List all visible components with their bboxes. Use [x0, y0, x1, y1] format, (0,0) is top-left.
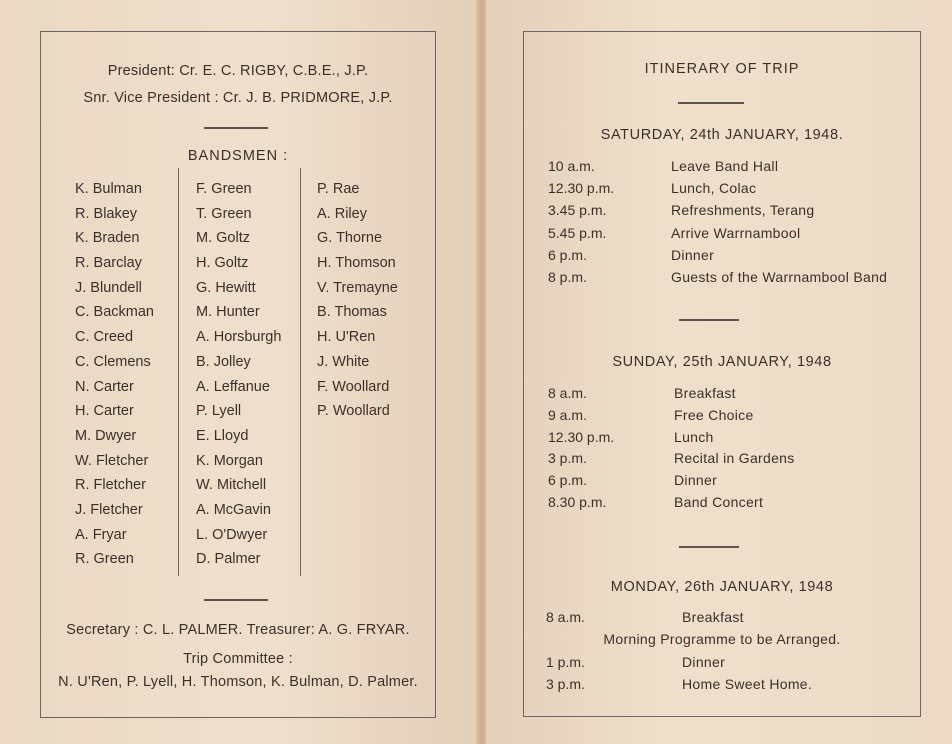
bandsman-name: G. Thorne [317, 230, 383, 247]
bandsmen-column-1 [75, 181, 154, 576]
itinerary-time: 6 p.m. [548, 472, 587, 489]
bandsman-name: A. Leffanue [196, 378, 270, 395]
itinerary-time: 8 a.m. [548, 385, 587, 401]
bandsman-name: A. McGavin [196, 501, 271, 518]
president-line: President: Cr. E. C. RIGBY, C.B.E., J.P. [107, 63, 369, 79]
itinerary-event: Free Choice [674, 406, 754, 423]
bandsman-name: H. Thomson [317, 255, 396, 272]
itinerary-event: Dinner [671, 246, 715, 263]
bandsman-name: J. Blundell [75, 279, 142, 296]
itinerary-event: Breakfast [674, 385, 736, 401]
itinerary-event: Breakfast [682, 609, 744, 625]
bandsman-name: P. Lyell [196, 403, 242, 420]
itinerary-time: 8.30 p.m. [548, 494, 607, 510]
itinerary-row [486, 676, 952, 698]
bandsman-name: B. Thomas [317, 304, 387, 321]
itinerary-title: ITINERARY OF TRIP [644, 61, 800, 77]
itinerary-row [486, 654, 952, 676]
itinerary-row [486, 429, 952, 451]
divider [679, 546, 739, 548]
bandsman-name: R. Fletcher [75, 477, 146, 494]
right-page [486, 0, 952, 744]
day-heading: SUNDAY, 25th JANUARY, 1948 [612, 354, 832, 370]
divider [679, 319, 739, 321]
itinerary-event: Refreshments, Terang [671, 202, 815, 219]
bandsman-name: E. Lloyd [196, 427, 249, 444]
bandsman-name: A. Fryar [75, 526, 127, 543]
itinerary-event: Home Sweet Home. [682, 675, 813, 692]
bandsman-name: J. Fletcher [75, 501, 143, 518]
bandsman-name: R. Barclay [75, 255, 142, 272]
day-heading: MONDAY, 26th JANUARY, 1948 [610, 579, 834, 595]
bandsman-name: D. Palmer [196, 551, 261, 568]
committee-heading: Trip Committee : [183, 651, 293, 667]
itinerary-time: 1 p.m. [546, 653, 585, 670]
itinerary-time: 10 a.m. [548, 158, 595, 174]
bandsman-name: M. Dwyer [75, 427, 137, 444]
bandsman-name: C. Backman [75, 304, 154, 321]
itinerary-time: 12.30 p.m. [548, 428, 615, 445]
bandsmen-column-2 [196, 181, 281, 576]
itinerary-row [486, 202, 952, 224]
itinerary-row [486, 609, 952, 631]
day-heading: SATURDAY, 24th JANUARY, 1948. [600, 127, 844, 143]
itinerary-time: 3 p.m. [548, 450, 587, 467]
itinerary-time: 9 a.m. [548, 406, 587, 423]
itinerary-event: Recital in Gardens [674, 450, 795, 467]
bandsman-name: N. Carter [75, 378, 134, 395]
bandsman-name: G. Hewitt [196, 279, 256, 296]
itinerary-row [486, 385, 952, 407]
itinerary-event: Guests of the Warrnambool Band [671, 269, 888, 285]
bandsman-name: H. U'Ren [317, 329, 376, 346]
secretary-treasurer-line: Secretary : C. L. PALMER. Treasurer: A. G. FRYAR. [66, 622, 410, 638]
itinerary-event: Dinner [682, 653, 726, 670]
bandsman-name: K. Braden [75, 230, 140, 247]
itinerary-event: Morning Programme to be Arranged. [603, 631, 841, 648]
bandsman-name: F. Green [196, 181, 252, 197]
itinerary-time: 3 p.m. [546, 675, 585, 692]
itinerary-time: 8 a.m. [546, 609, 585, 625]
bandsman-name: H. Carter [75, 403, 134, 420]
itinerary-row [486, 158, 952, 180]
divider [204, 127, 268, 129]
bandsman-name: P. Woollard [317, 403, 390, 420]
itinerary-row [486, 225, 952, 247]
itinerary-row [486, 247, 952, 269]
bandsmen-heading: BANDSMEN : [187, 148, 289, 164]
itinerary-event: Arrive Warrnambool [671, 224, 801, 241]
itinerary-time: 6 p.m. [548, 246, 587, 263]
column-divider [300, 168, 301, 576]
bandsman-name: B. Jolley [196, 353, 251, 370]
bandsmen-column-3 [317, 181, 398, 428]
bandsman-name: R. Green [75, 551, 134, 568]
bandsman-name: V. Tremayne [317, 279, 398, 296]
itinerary-time: 3.45 p.m. [548, 202, 607, 219]
itinerary-event: Dinner [674, 472, 718, 489]
column-divider [178, 168, 179, 576]
bandsman-name: R. Blakey [75, 205, 138, 222]
bandsman-name: H. Goltz [196, 255, 249, 272]
bandsman-name: M. Hunter [196, 304, 260, 321]
itinerary-time: 8 p.m. [548, 269, 587, 285]
itinerary-time: 12.30 p.m. [548, 180, 615, 197]
itinerary-row [486, 407, 952, 429]
itinerary-row [486, 472, 952, 494]
itinerary-row [486, 631, 952, 653]
bandsman-name: W. Mitchell [196, 477, 267, 494]
committee-members: N. U'Ren, P. Lyell, H. Thomson, K. Bulman, D. Palmer. [58, 674, 418, 690]
bandsman-name: J. White [317, 353, 370, 370]
itinerary-row [486, 180, 952, 202]
divider [204, 599, 268, 601]
itinerary-event: Lunch [674, 428, 714, 445]
itinerary-row [486, 450, 952, 472]
itinerary-event: Band Concert [674, 494, 764, 510]
bandsman-name: M. Goltz [196, 230, 250, 247]
bandsman-name: C. Creed [75, 329, 134, 346]
itinerary-row [486, 269, 952, 291]
bandsman-name: K. Bulman [75, 181, 142, 197]
itinerary-row [486, 494, 952, 516]
itinerary-event: Leave Band Hall [671, 158, 779, 174]
bandsman-name: L. O'Dwyer [196, 526, 268, 543]
vice-president-line: Snr. Vice President : Cr. J. B. PRIDMORE, J.P. [83, 90, 393, 106]
bandsman-name: W. Fletcher [75, 452, 149, 469]
bandsman-name: F. Woollard [317, 378, 390, 395]
bandsman-name: A. Riley [317, 205, 367, 222]
itinerary-time: 5.45 p.m. [548, 224, 607, 241]
bandsman-name: A. Horsburgh [196, 329, 282, 346]
bandsman-name: T. Green [196, 205, 252, 222]
bandsman-name: P. Rae [317, 181, 360, 197]
divider [678, 102, 744, 104]
bandsman-name: K. Morgan [196, 452, 263, 469]
bandsman-name: C. Clemens [75, 353, 151, 370]
itinerary-event: Lunch, Colac [671, 180, 757, 197]
